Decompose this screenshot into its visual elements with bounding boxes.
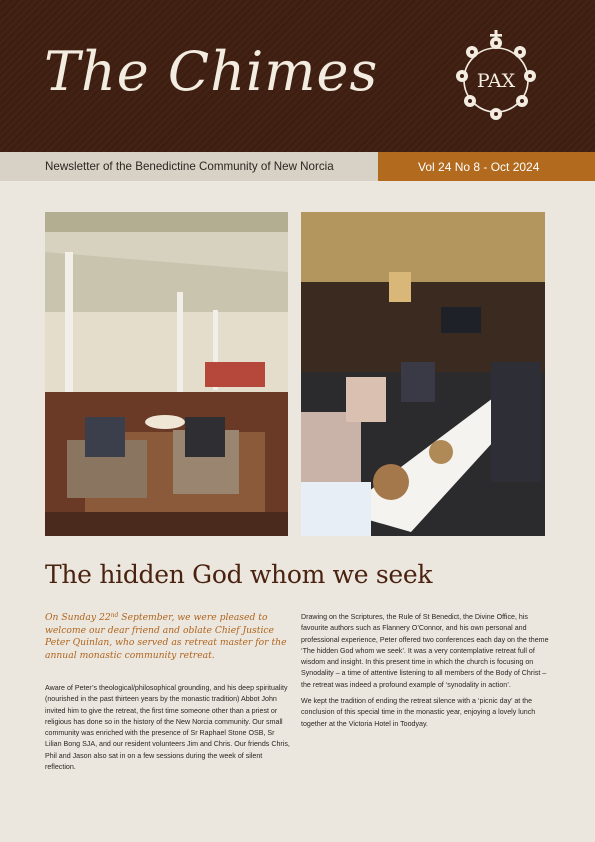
intro-text-start: On Sunday 22: [45, 612, 111, 623]
article-intro: [45, 612, 291, 662]
intro-ordinal-suffix: nd: [110, 612, 119, 619]
article-column-right: [301, 612, 549, 735]
newsletter-tagline: Newsletter of the Benedictine Community of New Norcia: [45, 160, 334, 173]
article-paragraph: Drawing on the Scriptures, the Rule of St Benedict, the Divine Office, his favourite authors such as Flannery O’Connor, and his own personal and professional experience, Peter offered two conferences each day on the theme ‘The hidden God whom we seek’. It was a very contemplative retreat full of wisdom and insight. In this present time in which the church is focusing on Synodality – a time of attentive listening to all members of the Body of Christ – the retreat was indeed a profound example of ‘synodality in action’.: [301, 613, 549, 689]
issue-volume: Vol 24 No 8 - Oct 2024: [418, 160, 540, 174]
pax-emblem-text: PAX: [476, 70, 516, 92]
retreat-lounge-photo: [45, 212, 288, 536]
intro-text-end: September, we were pleased to welcome our dear friend and oblate Chief Justice Peter Quinlan, who served as retreat master for the annual monastic community retreat.: [45, 612, 287, 661]
article-headline: The hidden God whom we seek: [45, 560, 433, 589]
retreat-lunch-photo: [301, 212, 545, 536]
newsletter-title: The Chimes: [44, 40, 379, 103]
masthead: [0, 0, 595, 152]
article-paragraph: We kept the tradition of ending the retreat silence with a ‘picnic day’ at the conclusion of this special time in the monastic year, enjoying a lovely lunch together at the Victoria Hotel in Toodyay.: [301, 697, 536, 728]
article-paragraph: Aware of Peter’s theological/philosophical grounding, and his deep spirituality (nourished in the past thirteen years by the monastic tradition) Abbot John invited him to give the retreat, the first time someone other than a priest or religious has done so in the history of the New Norcia community. Our small community was enriched with the presence of Sr Raphael Stone OSB, Sr Lilian Bong SJA, and our resident volunteers Jim and Chris. Our friends Chris, Phil and Jason also sat in on a few sessions during the week of silent reflection.: [45, 684, 290, 772]
article-column-left: [45, 683, 291, 778]
pax-emblem-icon: [440, 28, 552, 128]
